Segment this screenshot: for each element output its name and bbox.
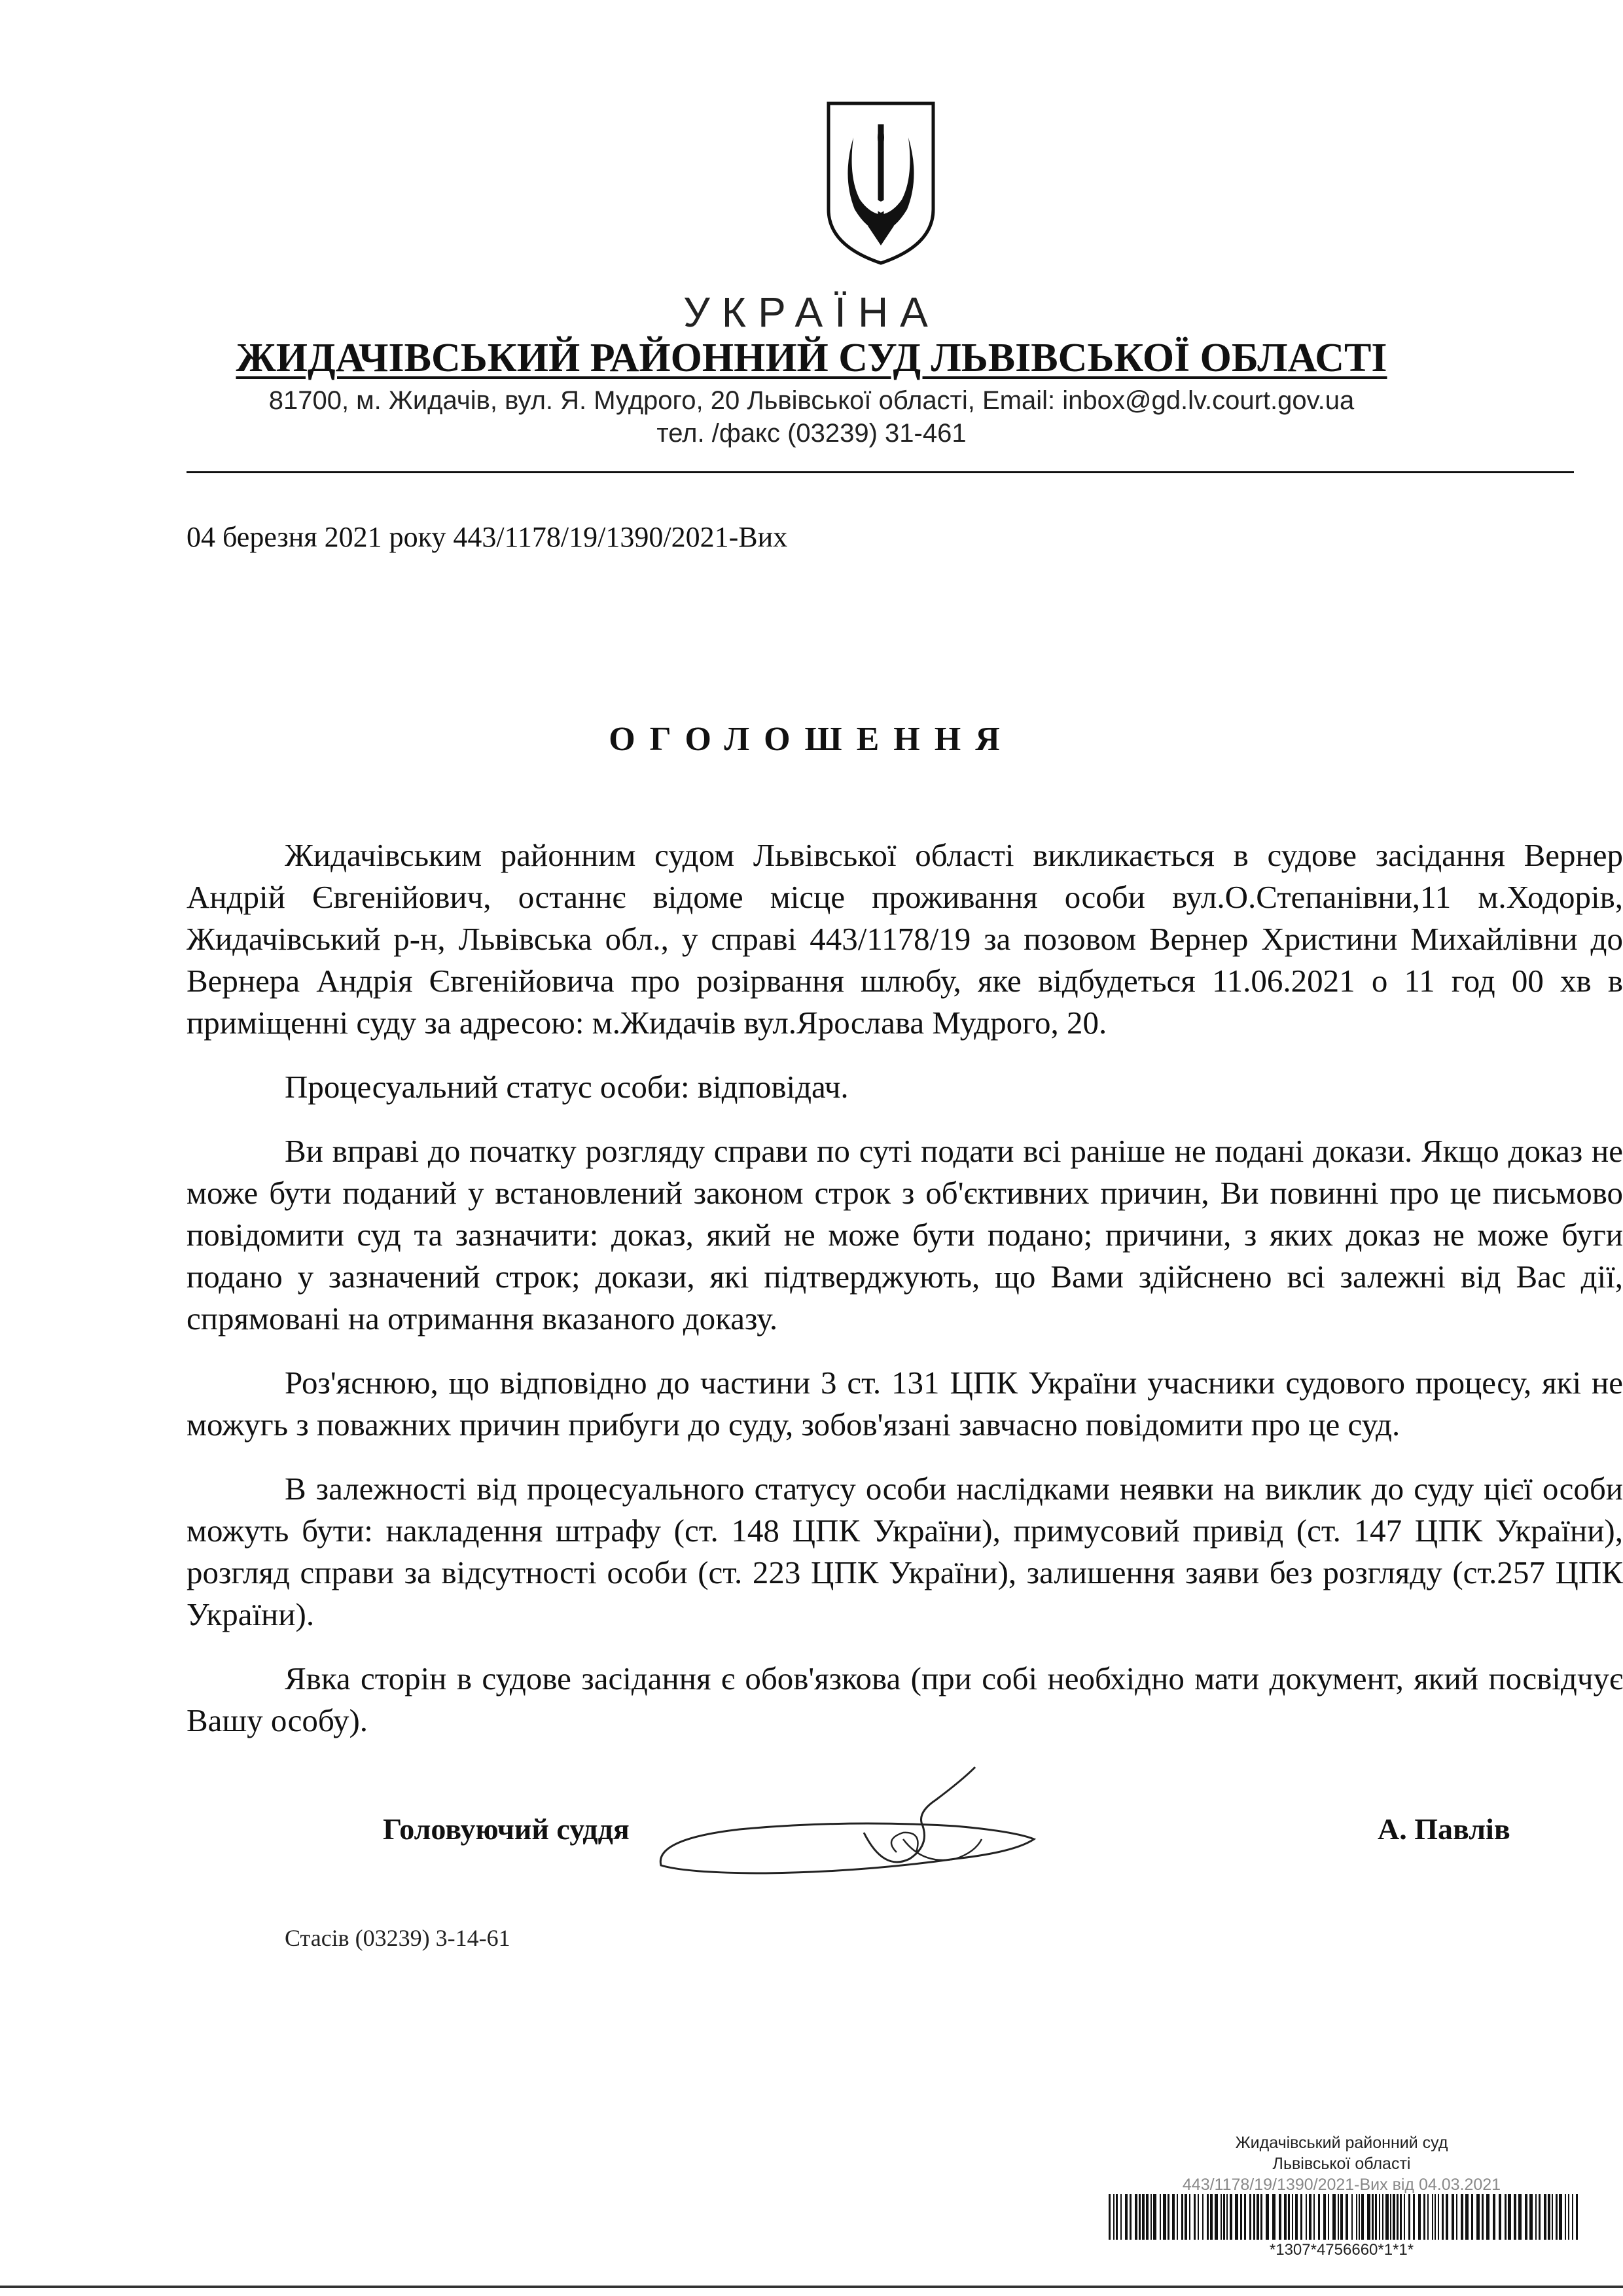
barcode-bar [1482,2194,1484,2240]
barcode-bar [1130,2194,1132,2240]
barcode-bar [1508,2194,1511,2240]
barcode-bar [1309,2194,1311,2240]
barcode-bar [1400,2194,1402,2240]
barcode-bar [1432,2194,1433,2240]
barcode-bar [1135,2194,1137,2240]
barcode-bar [1576,2194,1578,2240]
barcode-bar [1185,2194,1187,2240]
document-title: ОГОЛОШЕННЯ [609,721,1014,758]
registration-stamp [1099,2132,1584,2195]
barcode-bar [1120,2194,1122,2240]
barcode-bar [1446,2194,1448,2240]
barcode-bar [1116,2194,1118,2240]
barcode-bar [1181,2194,1183,2240]
paragraph-notice: Роз'яснюю, що відповідно до частини 3 ст. 131 ЦПК України учасники судового процесу, які не можугь з поважних причин прибуги до суду, зобов'язані завчасно повідомити про це суд. [187,1365,1623,1443]
barcode-bar [1313,2194,1315,2240]
barcode-bar [1235,2194,1238,2240]
barcode-bar [1177,2194,1178,2240]
barcode-bar [1456,2194,1457,2240]
barcode-bar [1332,2194,1336,2240]
barcode-bar [1418,2194,1421,2240]
barcode-bar [1226,2194,1228,2240]
barcode-bar [1215,2194,1218,2240]
court-phone: тел. /факс (03239) 31-461 [656,419,967,448]
barcode-bar [1172,2194,1175,2240]
barcode-bar [1427,2194,1429,2240]
barcode-bar [1438,2194,1439,2240]
barcode-bar [1142,2194,1145,2240]
barcode-bar [1328,2194,1329,2240]
paragraph-evidence: Ви вправі до початку розгляду справи по суті подати всі раніше не подані докази. Якщо доказ не може бути поданий у встановлений законом строк з об'єктивних причин, Ви повинні про це письмово повідомити суд та зазначити: доказ, який не може бути подано; причини, з яких доказ не може буги подано у зазначений строк; докази, які підтверджують, що Вами здійснено всі залежні від Вас дії, спрямовані на отримання вказаного доказу. [187,1133,1623,1336]
barcode-bar [1257,2194,1259,2240]
barcode-bar [1423,2194,1425,2240]
barcode-bar [1202,2194,1204,2240]
stamp-region: Львівської області [1272,2155,1411,2173]
barcode-bar [1471,2194,1473,2240]
outgoing-reference: 04 березня 2021 року 443/1178/19/1390/2021-Вих [187,521,788,553]
barcode-bar [1486,2194,1489,2240]
court-name: ЖИДАЧІВСЬКИЙ РАЙОННИЙ СУД ЛЬВІВСЬКОЇ ОБЛАСТІ [236,336,1387,380]
barcode-bar [1539,2194,1541,2240]
barcode-bar [1253,2194,1255,2240]
barcode-bar [1572,2194,1573,2240]
document-body [187,834,1623,1764]
country-name: УКРАЇНА [683,289,940,336]
barcode-bar [1351,2194,1353,2240]
barcode-bar [1372,2194,1374,2240]
barcode-bar [1346,2194,1348,2240]
barcode-bar [1435,2194,1436,2240]
paragraph-consequences: В залежності від процесуального статусу особи наслідками неявки на виклик до суду цієї особи можуть бути: накладення штрафу (ст. 148 ЦПК України), примусовий привід (ст. 147 ЦПК України), розгляд справи за відсутності особи (ст. 223 ЦПК України), залишення заяви без розгляду (ст.257 ЦПК України). [187,1471,1623,1632]
barcode-bar [1194,2194,1196,2240]
barcode-bar [1556,2194,1558,2240]
barcode-bar [1359,2194,1360,2240]
barcode-bar [1476,2194,1480,2240]
barcode-bar [1338,2194,1339,2240]
stamp-court-name: Жидачівський районний суд [1235,2134,1448,2152]
barcode-bar [1153,2194,1156,2240]
barcode-bar [1379,2194,1380,2240]
barcode-bar [1559,2194,1562,2240]
stamp-reference: 443/1178/19/1390/2021-Вих від 04.03.2021 [1182,2176,1501,2194]
barcode-bar [1109,2194,1111,2240]
barcode-bar [1514,2194,1516,2240]
barcode-bar [1150,2194,1152,2240]
barcode-bar [1306,2194,1307,2240]
barcode-bar [1535,2194,1537,2240]
barcode-bar [1198,2194,1199,2240]
executor-contact: Стасів (03239) 3-14-61 [285,1925,510,1951]
barcode-bar [1160,2194,1161,2240]
barcode-bar [1340,2194,1343,2240]
barcode-bar [1525,2194,1527,2240]
barcode-bar [1244,2194,1246,2240]
barcode-bar [1189,2194,1190,2240]
barcode-bar [1361,2194,1364,2240]
barcode-bar [1544,2194,1546,2240]
trident-coat-of-arms-icon [822,98,940,268]
barcode-bar [1230,2194,1232,2240]
barcode-bar [1210,2194,1213,2240]
barcode-bar [1323,2194,1326,2240]
barcode-bar [1548,2194,1550,2240]
header-divider [187,471,1574,473]
barcode-bar [1292,2194,1293,2240]
paragraph-status: Процесуальний статус особи: відповідач. [285,1069,849,1105]
barcode-bar [1288,2194,1290,2240]
barcode-bar [1493,2194,1495,2240]
barcode-bar [1397,2194,1399,2240]
barcode-bar [1266,2194,1269,2240]
barcode-bar [1382,2194,1383,2240]
barcode-bar [1408,2194,1410,2240]
barcode-bar [1390,2194,1391,2240]
barcode-bar [1163,2194,1166,2240]
barcode-bar [1221,2194,1222,2240]
barcode-bar [1565,2194,1566,2240]
barcode-bar [1529,2194,1533,2240]
handwritten-signature [648,1761,1067,1898]
barcode-bar [1139,2194,1141,2240]
barcode-bar [1295,2194,1298,2240]
barcode-bar [1146,2194,1149,2240]
scan-edge-line [0,2286,1623,2288]
barcode-bar [1300,2194,1302,2240]
signatory-title: Головуючий суддя [383,1812,630,1846]
barcode-bar [1356,2194,1357,2240]
barcode-bar [1442,2194,1444,2240]
barcode-bar [1125,2194,1128,2240]
barcode-bar [1168,2194,1169,2240]
barcode-bar [1404,2194,1405,2240]
barcode-bar [1318,2194,1320,2240]
barcode-bar [1393,2194,1395,2240]
barcode-bar [1505,2194,1507,2240]
barcode-bar [1260,2194,1262,2240]
barcode-bar [1465,2194,1469,2240]
barcode-bar [1518,2194,1522,2240]
barcode-bar [1499,2194,1501,2240]
barcode-bar [1385,2194,1389,2240]
barcode-bar [1240,2194,1242,2240]
barcode-bar [1452,2194,1454,2240]
paragraph-attendance: Явка сторін в судове засідання є обов'язкова (при собі необхідно мати документ, який посвідчує Вашу особу). [187,1660,1623,1738]
barcode-bar [1375,2194,1377,2240]
barcode-bar [1568,2194,1569,2240]
barcode-bar [1272,2194,1275,2240]
signatory-name: А. Павлів [1378,1812,1510,1846]
barcode-bar [1113,2194,1115,2240]
barcode [1106,2194,1584,2240]
barcode-bar [1223,2194,1225,2240]
barcode-bar [1207,2194,1209,2240]
paragraph-summons: Жидачівським районним судом Львівської області викликається в судове засідання Вернер Андрій Євгенійович, останнє відоме місце проживання особи вул.О.Степанівни,11 м.Ходорів, Жидачівський р-н, Львівська обл., у справі 443/1178/19 за позовом Вернер Христини Михайлівни до Вернера Андрія Євгенійовича про розірвання шлюбу, яке відбудеться 11.06.2021 о 11 год 00 хв в приміщенні суду за адресою: м.Жидачів вул.Ярослава Мудрого, 20. [187,837,1623,1041]
barcode-bar [1367,2194,1370,2240]
barcode-number: *1307*4756660*1*1* [1269,2241,1414,2259]
barcode-bar [1413,2194,1415,2240]
barcode-bar [1552,2194,1553,2240]
barcode-bar [1461,2194,1463,2240]
barcode-bar [1249,2194,1251,2240]
barcode-bar [1284,2194,1287,2240]
barcode-bar [1279,2194,1281,2240]
court-address: 81700, м. Жидачів, вул. Я. Мудрого, 20 Львівської області, Email: inbox@gd.lv.court.gov.ua [268,386,1355,415]
